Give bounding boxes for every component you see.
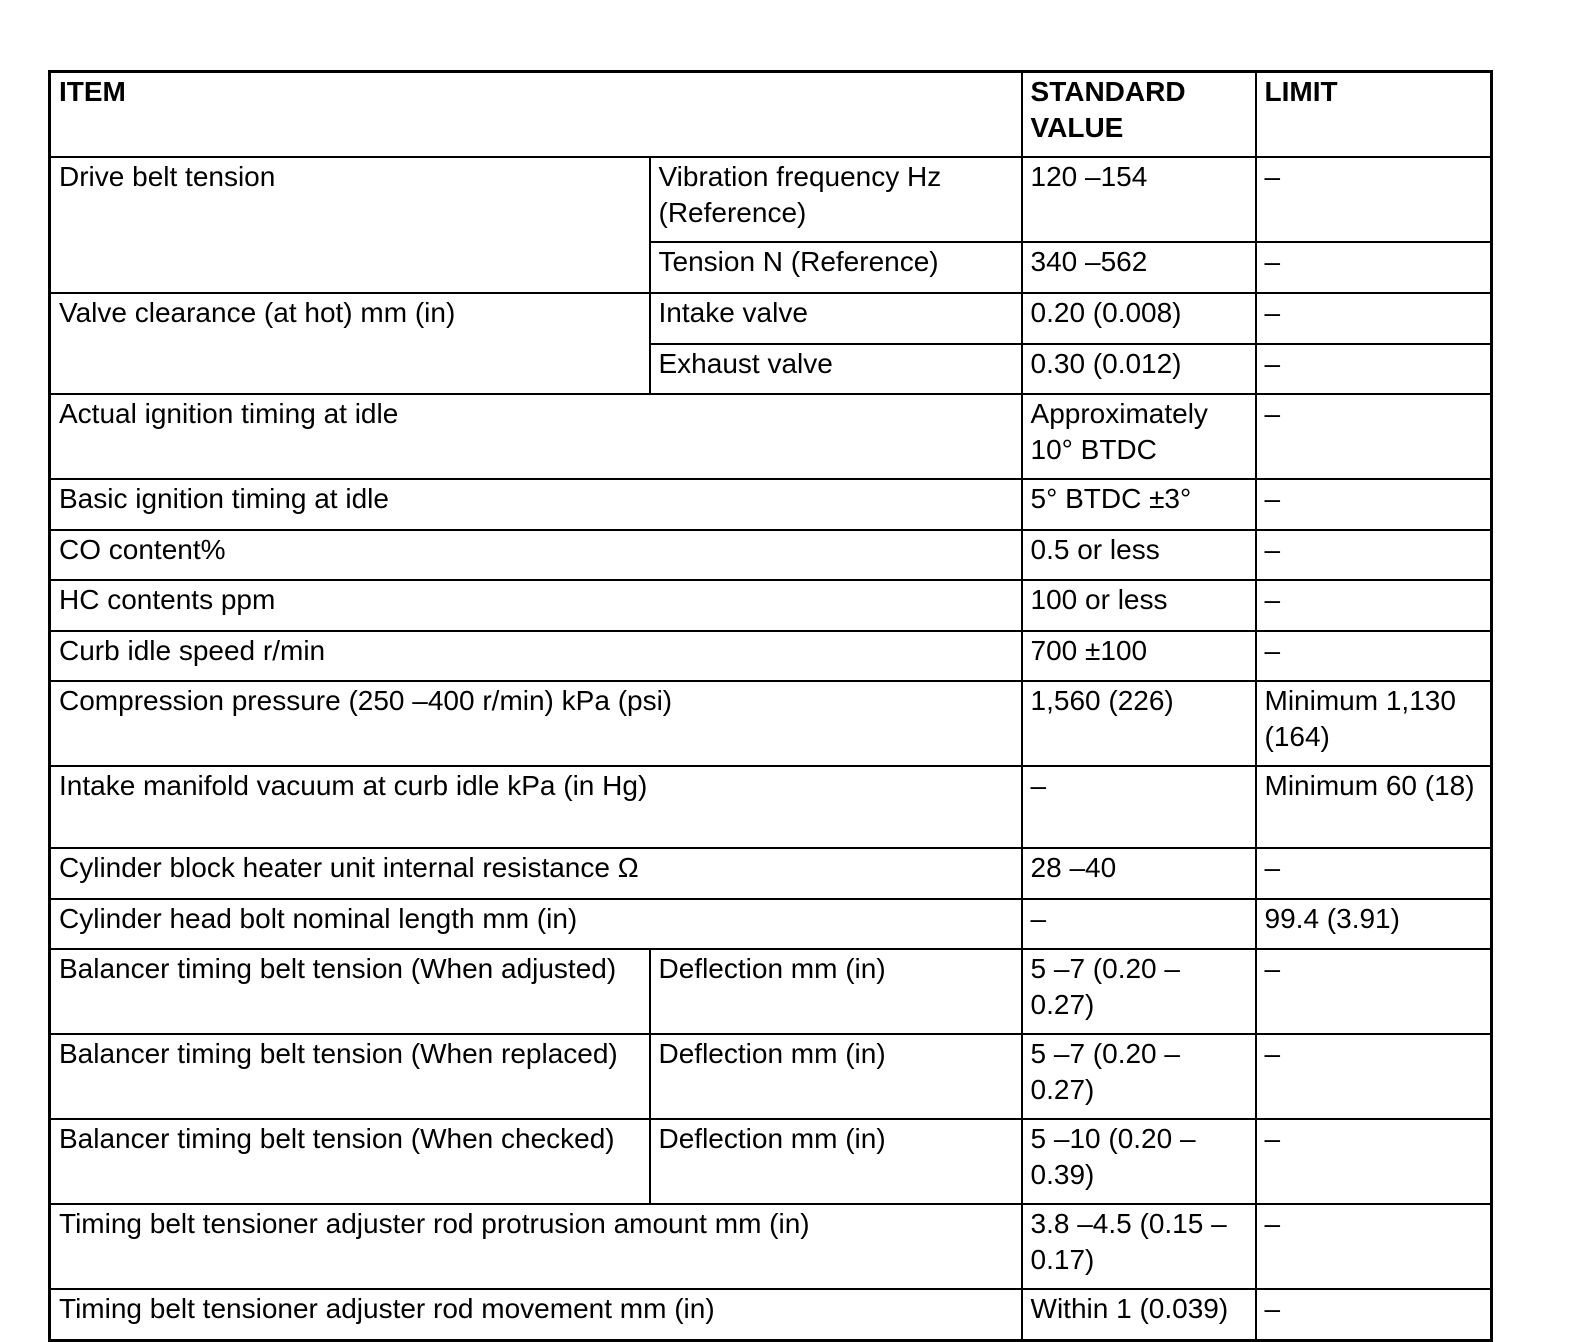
limit-cell: – xyxy=(1256,1119,1492,1204)
table-row xyxy=(50,766,1492,848)
standard-value-cell: 0.30 (0.012) xyxy=(1022,344,1256,394)
limit-cell: 99.4 (3.91) xyxy=(1256,899,1492,949)
table-row xyxy=(50,949,1492,1034)
table-row xyxy=(50,1204,1492,1289)
item-cell: Balancer timing belt tension (When checked) xyxy=(50,1119,650,1204)
standard-value-cell: Within 1 (0.039) xyxy=(1022,1289,1256,1340)
item-cell: Basic ignition timing at idle xyxy=(50,479,1022,530)
standard-value-cell: 5° BTDC ±3° xyxy=(1022,479,1256,530)
table-row xyxy=(50,157,1492,242)
table-row xyxy=(50,1034,1492,1119)
item-cell: Timing belt tensioner adjuster rod protrusion amount mm (in) xyxy=(50,1204,1022,1289)
standard-value-cell: 28 –40 xyxy=(1022,848,1256,899)
limit-cell: – xyxy=(1256,949,1492,1034)
item-cell: Cylinder block heater unit internal resistance Ω xyxy=(50,848,1022,899)
standard-value-cell: 5 –7 (0.20 – 0.27) xyxy=(1022,1034,1256,1119)
table-row xyxy=(50,899,1492,949)
table-row xyxy=(50,530,1492,580)
item-cell: CO content% xyxy=(50,530,1022,580)
item-cell: Actual ignition timing at idle xyxy=(50,394,1022,479)
sub-item-cell: Deflection mm (in) xyxy=(650,1119,1022,1204)
standard-value-cell: – xyxy=(1022,899,1256,949)
standard-value-cell: 3.8 –4.5 (0.15 – 0.17) xyxy=(1022,1204,1256,1289)
item-cell: Intake manifold vacuum at curb idle kPa (in Hg) xyxy=(50,766,1022,848)
sub-item-cell: Vibration frequency Hz (Reference) xyxy=(650,157,1022,242)
standard-value-cell: 0.5 or less xyxy=(1022,530,1256,580)
table-row xyxy=(50,394,1492,479)
table-header-row xyxy=(50,72,1492,158)
standard-value-cell: 120 –154 xyxy=(1022,157,1256,242)
standard-value-cell: 5 –10 (0.20 – 0.39) xyxy=(1022,1119,1256,1204)
table-row xyxy=(50,1119,1492,1204)
standard-value-cell: 100 or less xyxy=(1022,580,1256,631)
item-cell: Compression pressure (250 –400 r/min) kPa (psi) xyxy=(50,681,1022,766)
limit-cell: – xyxy=(1256,344,1492,394)
item-cell: Curb idle speed r/min xyxy=(50,631,1022,681)
item-cell: Balancer timing belt tension (When replaced) xyxy=(50,1034,650,1119)
limit-cell: – xyxy=(1256,530,1492,580)
table-row xyxy=(50,479,1492,530)
sub-item-cell: Intake valve xyxy=(650,293,1022,344)
limit-cell: – xyxy=(1256,242,1492,293)
spec-table xyxy=(48,70,1493,1342)
sub-item-cell: Deflection mm (in) xyxy=(650,949,1022,1034)
header-limit: LIMIT xyxy=(1256,72,1492,158)
item-cell: Timing belt tensioner adjuster rod movement mm (in) xyxy=(50,1289,1022,1340)
item-cell: Balancer timing belt tension (When adjusted) xyxy=(50,949,650,1034)
limit-cell: – xyxy=(1256,394,1492,479)
item-cell: Cylinder head bolt nominal length mm (in) xyxy=(50,899,1022,949)
item-cell: Drive belt tension xyxy=(50,157,650,293)
limit-cell: Minimum 60 (18) xyxy=(1256,766,1492,848)
limit-cell: – xyxy=(1256,580,1492,631)
table-row xyxy=(50,1289,1492,1340)
limit-cell: – xyxy=(1256,1204,1492,1289)
standard-value-cell: 1,560 (226) xyxy=(1022,681,1256,766)
limit-cell: – xyxy=(1256,479,1492,530)
sub-item-cell: Exhaust valve xyxy=(650,344,1022,394)
header-item: ITEM xyxy=(50,72,1022,158)
limit-cell: – xyxy=(1256,293,1492,344)
sub-item-cell: Deflection mm (in) xyxy=(650,1034,1022,1119)
table-row xyxy=(50,631,1492,681)
standard-value-cell: Approximately 10° BTDC xyxy=(1022,394,1256,479)
limit-cell: – xyxy=(1256,1034,1492,1119)
standard-value-cell: 5 –7 (0.20 – 0.27) xyxy=(1022,949,1256,1034)
item-cell: HC contents ppm xyxy=(50,580,1022,631)
header-standard-value: STANDARD VALUE xyxy=(1022,72,1256,158)
table-row xyxy=(50,293,1492,344)
item-cell: Valve clearance (at hot) mm (in) xyxy=(50,293,650,394)
limit-cell: – xyxy=(1256,1289,1492,1340)
limit-cell: – xyxy=(1256,631,1492,681)
limit-cell: – xyxy=(1256,848,1492,899)
standard-value-cell: 700 ±100 xyxy=(1022,631,1256,681)
standard-value-cell: – xyxy=(1022,766,1256,848)
table-row xyxy=(50,580,1492,631)
standard-value-cell: 0.20 (0.008) xyxy=(1022,293,1256,344)
table-row xyxy=(50,681,1492,766)
limit-cell: Minimum 1,130 (164) xyxy=(1256,681,1492,766)
limit-cell: – xyxy=(1256,157,1492,242)
table-row xyxy=(50,848,1492,899)
standard-value-cell: 340 –562 xyxy=(1022,242,1256,293)
sub-item-cell: Tension N (Reference) xyxy=(650,242,1022,293)
